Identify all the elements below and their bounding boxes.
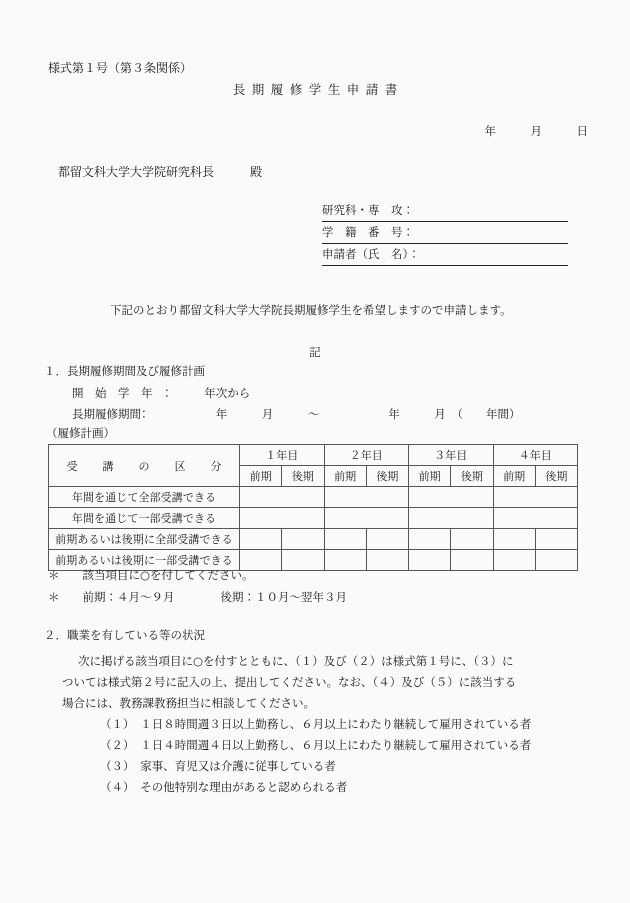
section1-heading: １．長期履修期間及び履修計画: [44, 364, 205, 378]
table-header-year-3: ３年目: [409, 445, 494, 466]
table-row: [49, 529, 578, 550]
section2-body-line-3: 場合には、教務課教務担当に相談してください。: [62, 696, 315, 710]
date-line: 年 月 日: [484, 124, 588, 138]
table-cell-r3-y4-second[interactable]: [535, 529, 577, 550]
table-header-term-y4-second: 後期: [535, 466, 577, 487]
table-cell-r3-y1-second[interactable]: [282, 529, 324, 550]
table-row: [49, 508, 578, 529]
table-header-category: 受 講 の 区 分: [49, 445, 240, 487]
field-row-applicant-name[interactable]: [322, 244, 568, 266]
field-row-student-id[interactable]: [322, 222, 568, 244]
section1-start-year-line: 開 始 学 年 ： 年次から: [72, 386, 251, 400]
table-header-term-y3-first: 前期: [409, 466, 451, 487]
table-header-term-y1-second: 後期: [282, 466, 324, 487]
table-cell-r3-y3-first[interactable]: [409, 529, 451, 550]
table-cell-r4-y3-first[interactable]: [409, 550, 451, 571]
plan-label: （履修計画）: [46, 426, 115, 440]
table-header-term-y4-first: 前期: [493, 466, 535, 487]
table-header-term-y2-second: 後期: [366, 466, 408, 487]
table-cell-r2-y2[interactable]: [324, 508, 409, 529]
addressee-line: 都留文科大学大学院研究科長 殿: [58, 165, 263, 179]
table-cell-r1-y2[interactable]: [324, 487, 409, 508]
section2-body: [62, 651, 582, 714]
table-row: [49, 487, 578, 508]
table-row-label-full-year-all: 年間を通じて全部受講できる: [49, 487, 240, 508]
applicant-fields: [322, 200, 568, 266]
table-cell-r2-y4[interactable]: [493, 508, 578, 529]
table-header-term-y1-first: 前期: [240, 466, 282, 487]
ki-marker: 記: [309, 345, 321, 359]
table-cell-r3-y1-first[interactable]: [240, 529, 282, 550]
table-cell-r4-y1-second[interactable]: [282, 550, 324, 571]
field-label-student-id: 学 籍 番 号：: [322, 225, 414, 239]
table-header-row-years: [49, 445, 578, 466]
table-cell-r1-y4[interactable]: [493, 487, 578, 508]
table-note-circle: ＊ 該当項目に○を付してください。: [48, 568, 254, 582]
table-cell-r4-y2-first[interactable]: [324, 550, 366, 571]
list-item[interactable]: （２） １日４時間週４日以上勤務し、６月以上にわたり継続して雇用されている者: [100, 738, 532, 752]
application-statement: 下記のとおり都留文科大学大学院長期履修学生を希望しますので申請します。: [110, 303, 512, 317]
table-cell-r4-y4-first[interactable]: [493, 550, 535, 571]
section1-period-line: 長期履修期間： 年 月 〜 年 月 （ 年間）: [72, 407, 521, 421]
table-cell-r1-y1[interactable]: [240, 487, 325, 508]
table-cell-r2-y1[interactable]: [240, 508, 325, 529]
section2-body-line-2: ついては様式第２号に記入の上、提出してください。なお、（４）及び（５）に該当する: [62, 675, 517, 689]
section2-items: [100, 714, 580, 798]
table-header-term-y3-second: 後期: [451, 466, 493, 487]
form-number: 様式第１号（第３条関係）: [48, 61, 193, 75]
table-cell-r3-y4-first[interactable]: [493, 529, 535, 550]
section2-body-line-1: 次に掲げる該当項目に○を付すとともに、（１）及び（２）は様式第１号に、（３）に: [78, 654, 514, 668]
table-cell-r2-y3[interactable]: [409, 508, 494, 529]
table-cell-r1-y3[interactable]: [409, 487, 494, 508]
field-label-applicant-name: 申請者（氏 名）：: [322, 247, 420, 261]
list-item[interactable]: （４） その他特別な理由があると認められる者: [100, 780, 348, 794]
table-row-label-term-partial: 前期あるいは後期に一部受講できる: [49, 550, 240, 571]
table-cell-r4-y2-second[interactable]: [366, 550, 408, 571]
table-cell-r3-y3-second[interactable]: [451, 529, 493, 550]
table-note-terms: ＊ 前期：４月〜９月 後期：１０月〜翌年３月: [48, 590, 347, 604]
table-header-term-y2-first: 前期: [324, 466, 366, 487]
section2-heading: ２．職業を有している等の状況: [44, 628, 205, 642]
table-row-label-full-year-partial: 年間を通じて一部受講できる: [49, 508, 240, 529]
study-plan-table: [48, 444, 578, 571]
list-item[interactable]: （３） 家事、育児又は介護に従事している者: [100, 759, 336, 773]
table-header-year-4: ４年目: [493, 445, 578, 466]
table-row-label-term-all: 前期あるいは後期に全部受講できる: [49, 529, 240, 550]
document-title: 長期履修学生申請書: [232, 82, 404, 97]
table-cell-r4-y4-second[interactable]: [535, 550, 577, 571]
list-item[interactable]: （１） １日８時間週３日以上勤務し、６月以上にわたり継続して雇用されている者: [100, 717, 532, 731]
field-row-program[interactable]: [322, 200, 568, 222]
table-cell-r3-y2-first[interactable]: [324, 529, 366, 550]
table-cell-r4-y3-second[interactable]: [451, 550, 493, 571]
table-header-year-1: １年目: [240, 445, 325, 466]
table-header-year-2: ２年目: [324, 445, 409, 466]
table-cell-r3-y2-second[interactable]: [366, 529, 408, 550]
field-label-program: 研究科・専 攻：: [322, 203, 414, 217]
